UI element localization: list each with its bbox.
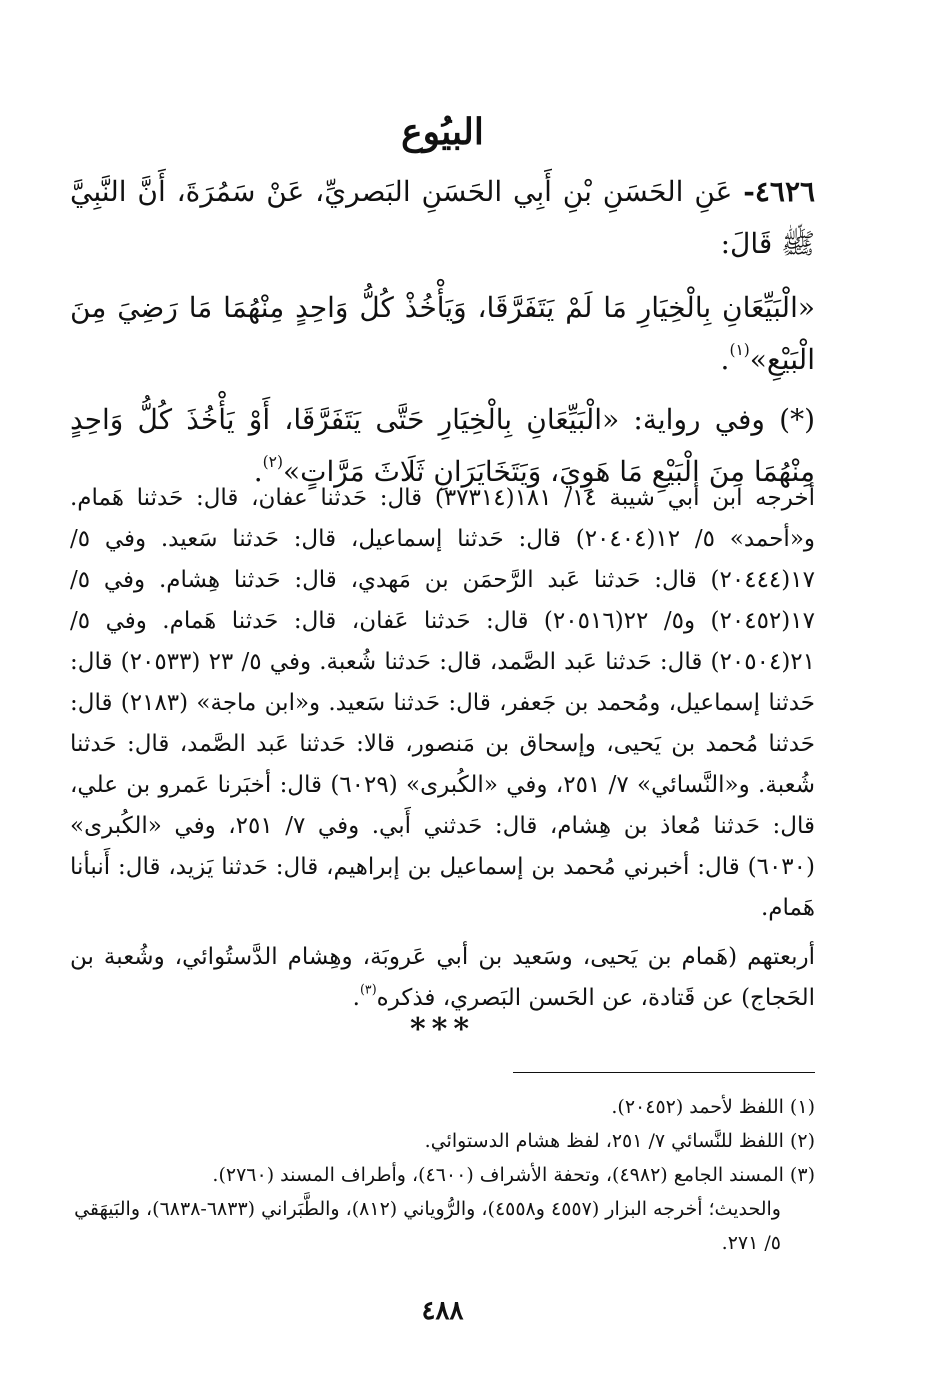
hadith-isnad [70,166,815,270]
footnote-2: (٢) اللفظ للنَّسائي ٧/ ٢٥١، لفظ هشام الدستوائي. [424,1130,815,1152]
hadith-variant-end: . [253,455,263,488]
chapter-title: البيُوع [401,111,484,153]
hadith-number: ٤٦٢٦- [743,175,816,208]
footnote-divider [513,1072,815,1073]
hadith-variant-text: (*) وفي رواية: «الْبَيِّعَانِ بِالْخِيَارِ حَتَّى يَتَفَرَّقَا، أَوْ يَأْخُذَ كُلُّ وَاحِدٍ مِنْهُمَا مِنَ الْبَيْعِ مَا هَوِيَ، وَيَتَخَايَرَانِ ثَلَاثَ مَرَّاتٍ» [70,403,816,488]
hadith-matn-text: «الْبَيِّعَانِ بِالْخِيَارِ مَا لَمْ يَتَفَرَّقَا، وَيَأْخُذْ كُلُّ وَاحِدٍ مِنْهُمَا مَا رَضِيَ مِنَ الْبَيْعِ» [70,291,815,376]
footnote-1: (١) اللفظ لأحمد (٢٠٤٥٢). [611,1096,815,1118]
footnote-ref-1: (١) [729,341,750,360]
takhrij-summary [70,937,815,1019]
section-separator: *** [409,1012,476,1047]
takhrij-block [70,478,815,1019]
hadith-matn [70,282,815,386]
hadith-block [70,166,815,498]
footnote-ref-2: (٢) [262,453,283,472]
takhrij-summary-end: . [352,985,360,1011]
footnote-ref-3: (٣) [359,981,377,997]
hadith-matn-end: . [720,343,730,376]
takhrij-sources: أخرجه ابن أبي شيبة ١٤/ ١٨١(٣٧٣١٤) قال: حَدثنا عفان، قال: حَدثنا هَمام. و«أحمد» ٥/ ١٢(٢٠٤٠٤) قال: حَدثنا إسماعيل، قال: حَدثنا سَعيد. وفي ٥/ ١٧(٢٠٤٤٤) قال: حَدثنا عَبد الرَّحمَن بن مَهدي، قال: حَدثنا هِشام. وفي ٥/ ١٧(٢٠٤٥٢) و٥/ ٢٢(٢٠٥١٦) قال: حَدثنا عَفان، قال: حَدثنا هَمام. وفي ٥/ ٢١(٢٠٥٠٤) قال: حَدثنا عَبد الصَّمد، قال: حَدثنا شُعبة. وفي ٥/ ٢٣ (٢٠٥٣٣) قال: حَدثنا إسماعيل، ومُحمد بن جَعفر، قال: حَدثنا سَعيد. و«ابن ماجة» (٢١٨٣) قال: حَدثنا مُحمد بن يَحيى، وإسحاق بن مَنصور، قالا: حَدثنا عَبد الصَّمد، قال: حَدثنا شُعبة. و«النَّسائي» ٧/ ٢٥١، وفي «الكُبرى» (٦٠٢٩) قال: أخبَرنا عَمرو بن علي، قال: حَدثنا مُعاذ بن هِشام، قال: حَدثني أَبي. وفي ٧/ ٢٥١، وفي «الكُبرى» (٦٠٣٠) قال: أخبرني مُحمد بن إسماعيل بن إبراهيم، قال: حَدثنا يَزيد، قال: أَنبأنا هَمام. [70,485,816,921]
footnotes [70,1090,815,1260]
book-page [70,0,815,1380]
takhrij-summary-text: أربعتهم (هَمام بن يَحيى، وسَعيد بن أبي عَروبَة، وهِشام الدَّستُوائي، وشُعبة بن الحَجاج) عن قَتادة، عن الحَسن البَصري، فذكره [70,944,815,1011]
hadith-isnad-text: عَنِ الحَسَنِ بْنِ أَبِي الحَسَنِ البَصريِّ، عَنْ سَمُرَةَ، أَنَّ النَّبِيَّ ﷺ قَالَ: [70,175,815,260]
footnote-3-continuation: والحديث؛ أخرجه البزار (٤٥٥٧ و٤٥٥٨)، والرُّوياني (٨١٢)، والطَّبَراني (٦٨٣٣-٦٨٣٨)، والبَيهَقي ٥/ ٢٧١. [74,1198,781,1254]
footnote-3: (٣) المسند الجامع (٤٩٨٢)، وتحفة الأشراف (٤٦٠٠)، وأطراف المسند (٢٧٦٠). [212,1164,815,1186]
page-number: ٤٨٨ [421,1296,464,1326]
